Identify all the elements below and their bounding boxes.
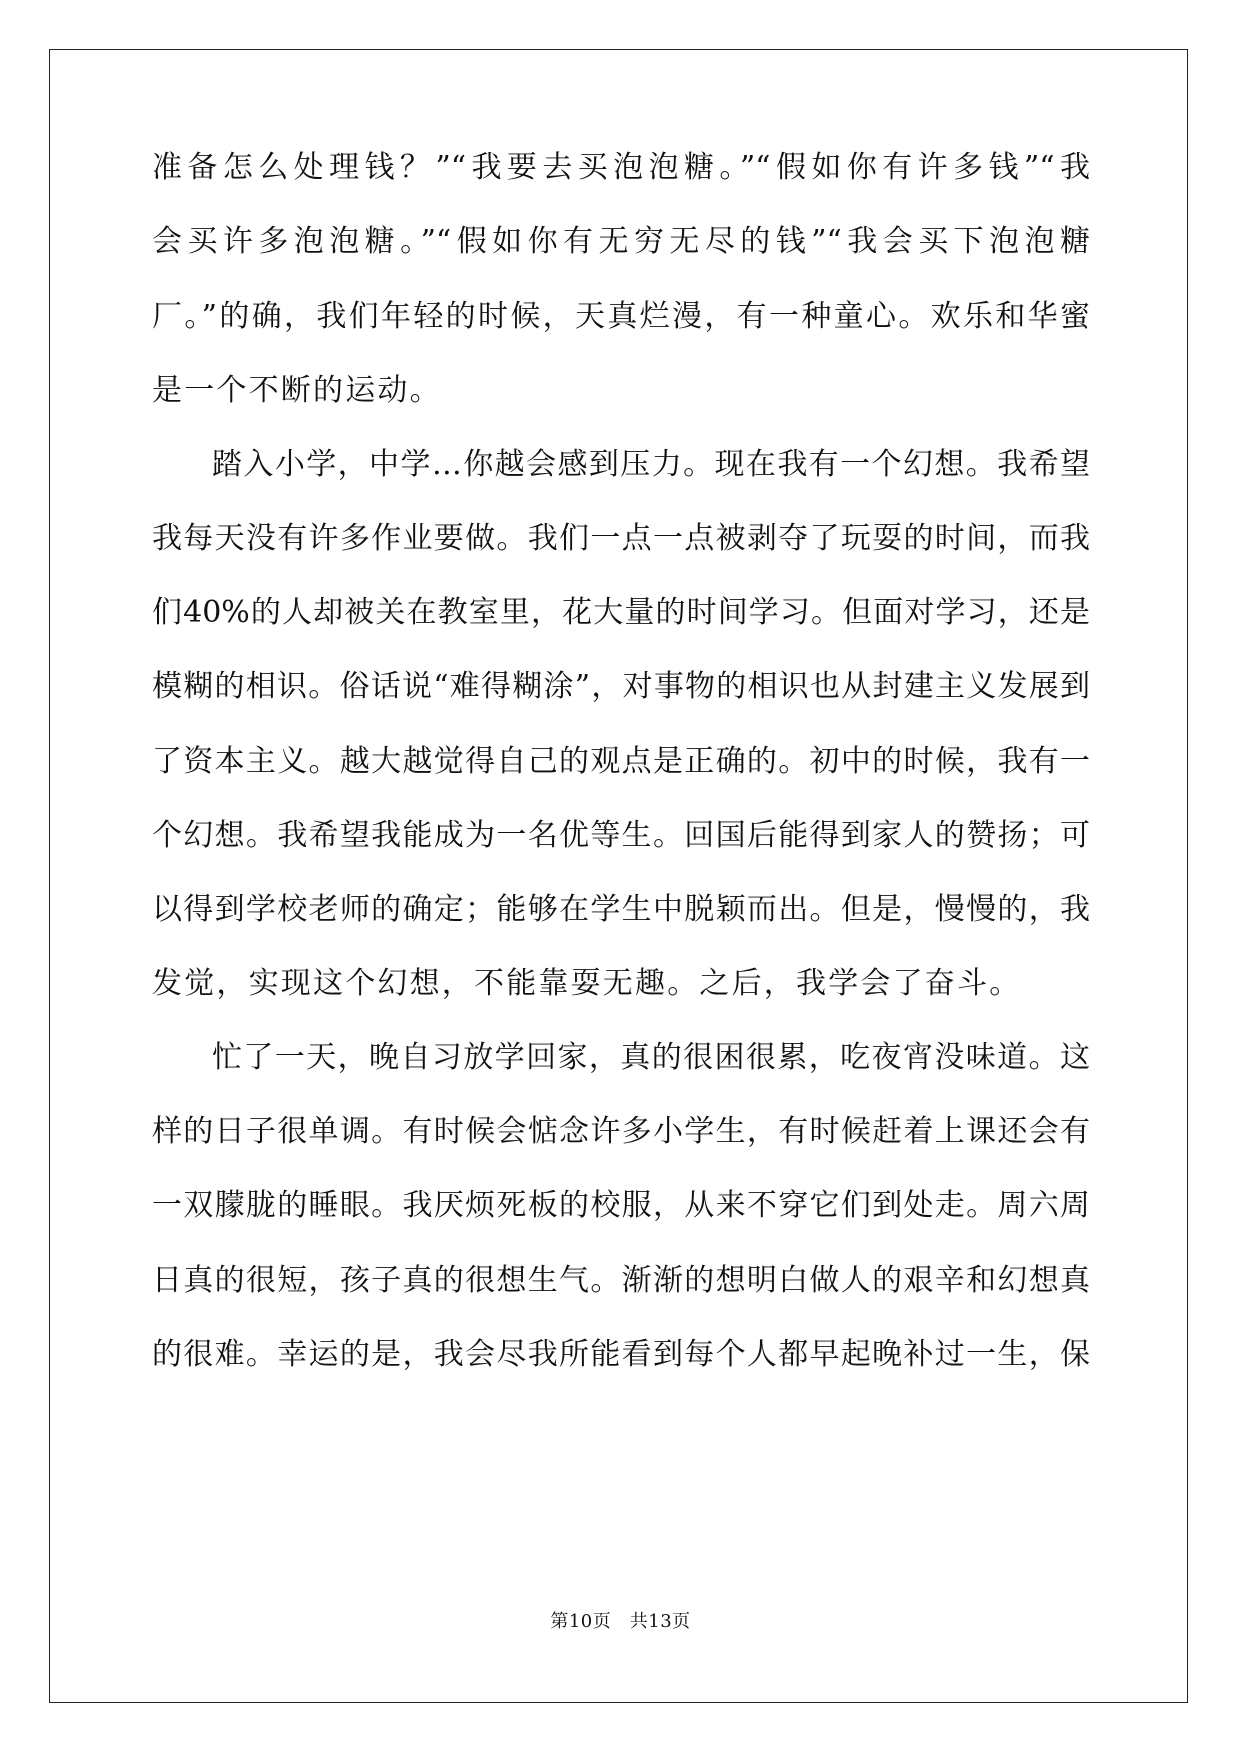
- text-line: 一双朦胧的睡眼。我厌烦死板的校服，从来不穿它们到处走。周六周: [152, 1188, 1090, 1223]
- text-line: 忙了一天，晚自习放学回家，真的很困很累，吃夜宵没味道。这: [212, 1040, 1090, 1075]
- text-line: 个幻想。我希望我能成为一名优等生。回国后能得到家人的赞扬；可: [152, 818, 1090, 853]
- text-line: 我每天没有许多作业要做。我们一点一点被剥夺了玩耍的时间，而我: [152, 521, 1090, 556]
- text-line: 厂。”的确，我们年轻的时候，天真烂漫，有一种童心。欢乐和华蜜: [152, 299, 1090, 334]
- text-line: 们40%的人却被关在教室里，花大量的时间学习。但面对学习，还是: [152, 595, 1090, 630]
- text-line: 模糊的相识。俗话说“难得糊涂”，对事物的相识也从封建主义发展到: [152, 669, 1090, 704]
- text-line: 是一个不断的运动。: [152, 373, 442, 408]
- page-footer: 第10页 共13页: [550, 1611, 691, 1632]
- text-line: 会买许多泡泡糖。”“假如你有无穷无尽的钱”“我会买下泡泡糖: [152, 224, 1090, 259]
- text-line: 以得到学校老师的确定；能够在学生中脱颖而出。但是，慢慢的，我: [152, 892, 1090, 927]
- text-line: 日真的很短，孩子真的很想生气。渐渐的想明白做人的艰辛和幻想真: [152, 1263, 1090, 1298]
- text-line: 了资本主义。越大越觉得自己的观点是正确的。初中的时候，我有一: [152, 744, 1090, 779]
- text-line: 踏入小学，中学…你越会感到压力。现在我有一个幻想。我希望: [212, 447, 1090, 482]
- text-line: 样的日子很单调。有时候会惦念许多小学生，有时候赶着上课还会有: [152, 1114, 1090, 1149]
- text-line: 发觉，实现这个幻想，不能靠耍无趣。之后，我学会了奋斗。: [152, 966, 1022, 1001]
- text-line: 的很难。幸运的是，我会尽我所能看到每个人都早起晚补过一生，保: [152, 1337, 1090, 1372]
- text-line: 准备怎么处理钱？”“我要去买泡泡糖。”“假如你有许多钱”“我: [152, 150, 1090, 185]
